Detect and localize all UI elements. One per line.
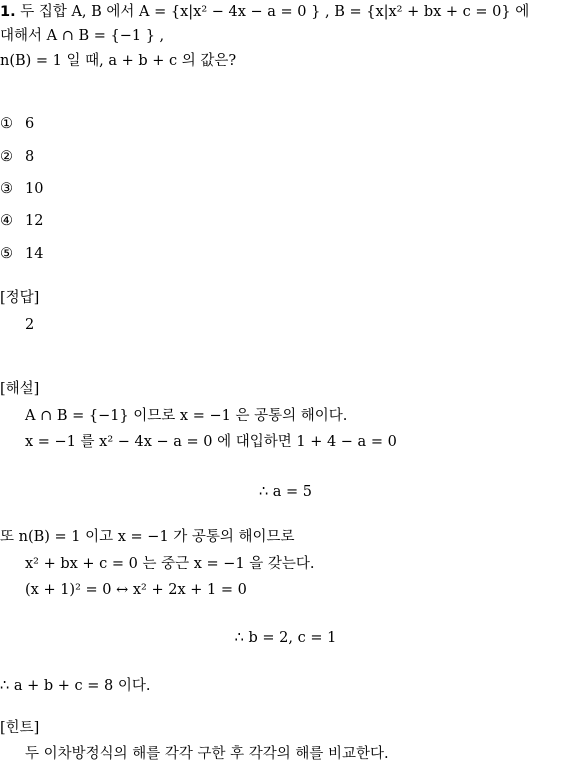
choice-value: 10 (25, 181, 44, 197)
choice-value: 6 (25, 116, 35, 132)
hint-text: 두 이차방정식의 해를 각각 구한 후 각각의 해를 비교한다. (25, 746, 389, 762)
choice-marker: ② (0, 149, 13, 165)
choice-1[interactable] (0, 114, 34, 134)
choice-marker: ⑤ (0, 246, 13, 262)
question-line-2: 대해서 A ∩ B = {−1 } , (0, 28, 165, 44)
choice-value: 12 (25, 213, 44, 229)
choice-marker: ③ (0, 181, 13, 197)
answer-heading: [정답] (0, 290, 40, 306)
solution-line-6: (x + 1)² = 0 ↔ x² + 2x + 1 = 0 (25, 582, 247, 598)
choice-marker: ① (0, 116, 13, 132)
solution-heading: [해설] (0, 381, 40, 397)
question-line-1 (0, 2, 529, 22)
choice-2[interactable] (0, 147, 34, 167)
question-number: 1. (0, 4, 16, 20)
hint-heading: [힌트] (0, 720, 40, 736)
solution-line-7: ∴ b = 2, c = 1 (234, 630, 337, 646)
choice-value: 14 (25, 246, 44, 262)
choice-4[interactable] (0, 211, 43, 231)
answer-value: 2 (25, 317, 35, 333)
choice-value: 8 (25, 149, 35, 165)
solution-line-5: x² + bx + c = 0 는 중근 x = −1 을 갖는다. (25, 556, 315, 572)
solution-line-8: ∴ a + b + c = 8 이다. (0, 678, 151, 694)
choice-marker: ④ (0, 213, 13, 229)
choice-5[interactable] (0, 244, 43, 264)
solution-line-4: 또 n(B) = 1 이고 x = −1 가 공통의 해이므로 (0, 529, 295, 545)
solution-line-3: ∴ a = 5 (258, 484, 313, 500)
question-line-3: n(B) = 1 일 때, a + b + c 의 값은? (0, 53, 237, 69)
choice-3[interactable] (0, 179, 43, 199)
question-text-1: 두 집합 A, B 에서 A = {x|x² − 4x − a = 0 } , B = {x|x² + bx + c = 0} 에 (20, 4, 530, 20)
solution-line-2: x = −1 를 x² − 4x − a = 0 에 대입하면 1 + 4 − a = 0 (25, 434, 397, 450)
solution-line-1: A ∩ B = {−1} 이므로 x = −1 은 공통의 해이다. (25, 408, 348, 424)
